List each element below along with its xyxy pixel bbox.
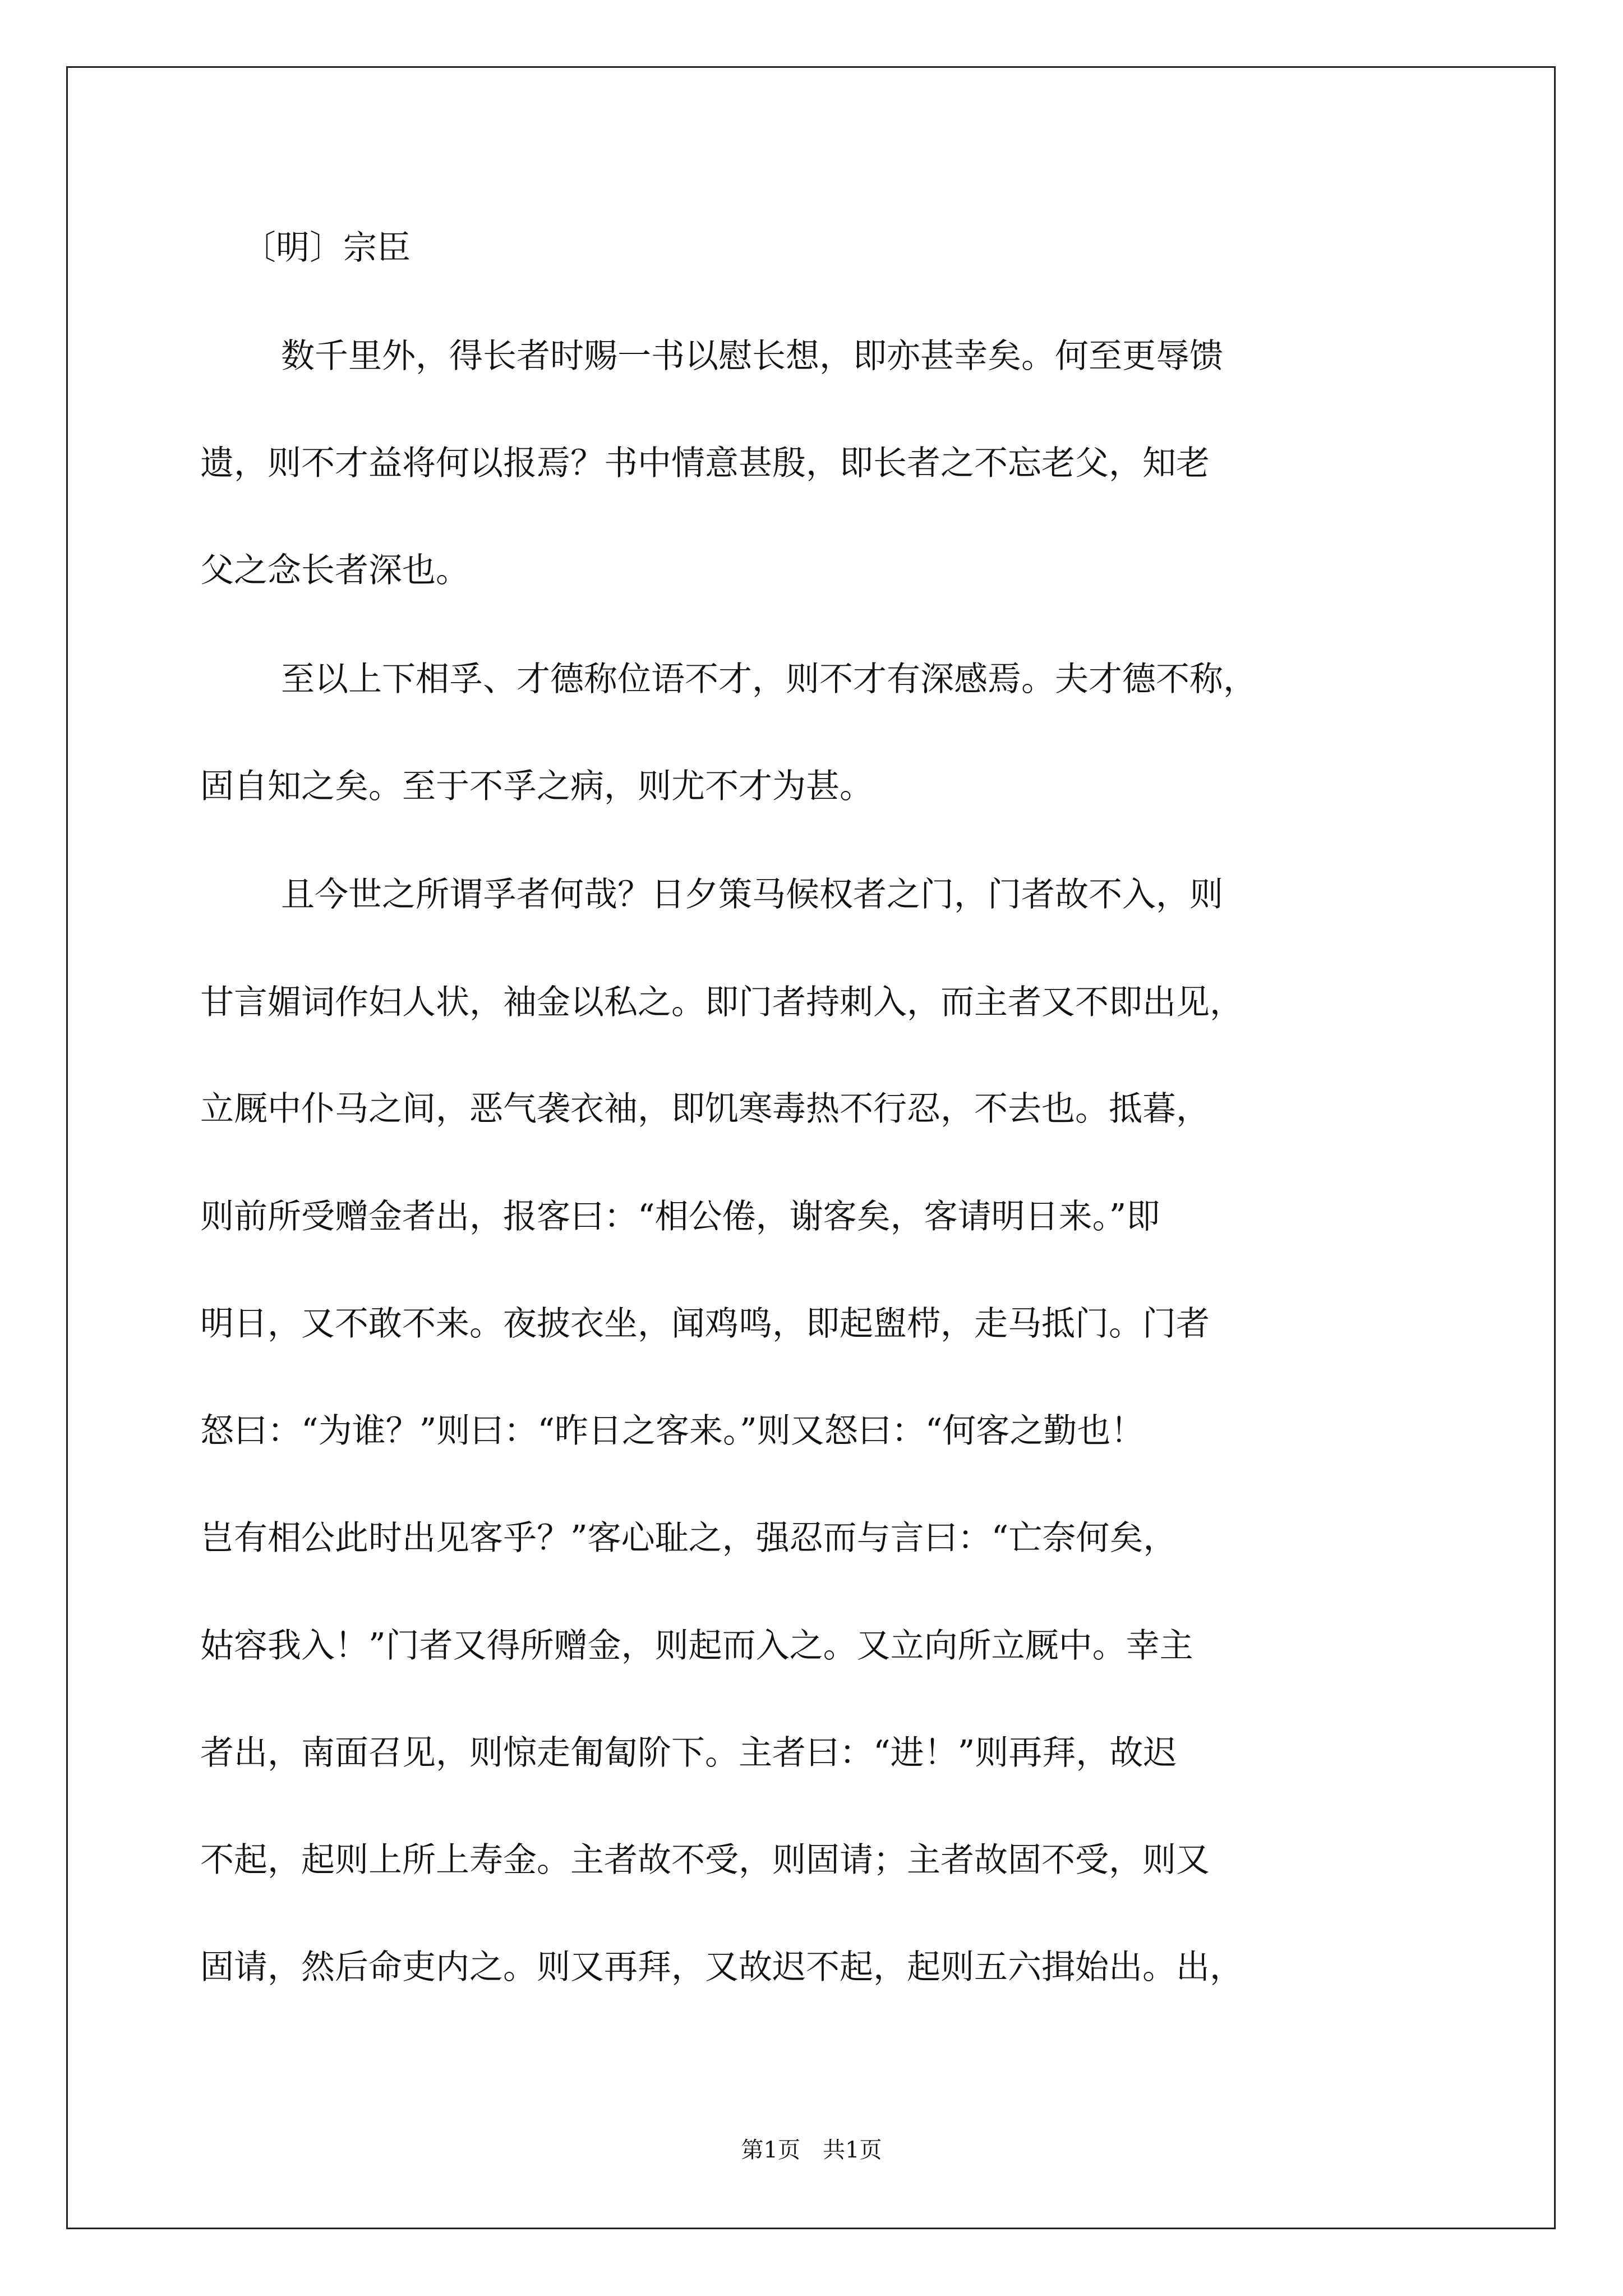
paragraph-line: 明日，又不敢不来。夜披衣坐，闻鸡鸣，即起盥栉，走马抵门。门者 [200,1304,1210,1343]
paragraph-line: 固请，然后命吏内之。则又再拜，又故迟不起，起则五六揖始出。出， [200,1948,1243,1987]
paragraph-line: 岂有相公此时出见客乎？”客心耻之，强忍而与言曰：“亡奈何矣， [200,1519,1177,1558]
paragraph-line: 者出，南面召见，则惊走匍匐阶下。主者曰：“进！”则再拜，故迟 [200,1733,1177,1773]
paragraph-line: 立厩中仆马之间，恶气袭衣袖，即饥寒毒热不行忍，不去也。抵暮， [200,1089,1210,1129]
paragraph-line: 父之念长者深也。 [200,551,469,590]
paragraph-line: 数千里外，得长者时赐一书以慰长想，即亦甚幸矣。何至更辱馈 [281,337,1223,376]
paragraph-line: 且今世之所谓孚者何哉？日夕策马候权者之门，门者故不入，则 [281,875,1223,914]
paragraph-line: 则前所受赠金者出，报客曰：“相公倦，谢客矣，客请明日来。”即 [200,1197,1160,1236]
paragraph-line: 甘言媚词作妇人状，袖金以私之。即门者持刺入，而主者又不即出见， [200,983,1243,1022]
paragraph-line: 不起，起则上所上寿金。主者故不受，则固请；主者故固不受，则又 [200,1841,1210,1880]
paragraph-line: 姑容我入！”门者又得所赠金，则起而入之。又立向所立厩中。幸主 [200,1626,1193,1665]
paragraph-line: 怒曰：“为谁？”则曰：“昨日之客来。”则又怒曰：“何客之勤也！ [200,1411,1145,1451]
page-border [66,66,1556,2229]
author-line: 〔明〕宗臣 [242,228,411,268]
paragraph-line: 至以上下相孚、才德称位语不才，则不才有深感焉。夫才德不称， [281,660,1257,699]
paragraph-line: 固自知之矣。至于不孚之病，则尤不才为甚。 [200,767,873,806]
page-number-footer: 第1页 共1页 [741,2137,882,2163]
paragraph-line: 遗，则不才益将何以报焉？书中情意甚殷，即长者之不忘老父，知老 [200,444,1210,483]
